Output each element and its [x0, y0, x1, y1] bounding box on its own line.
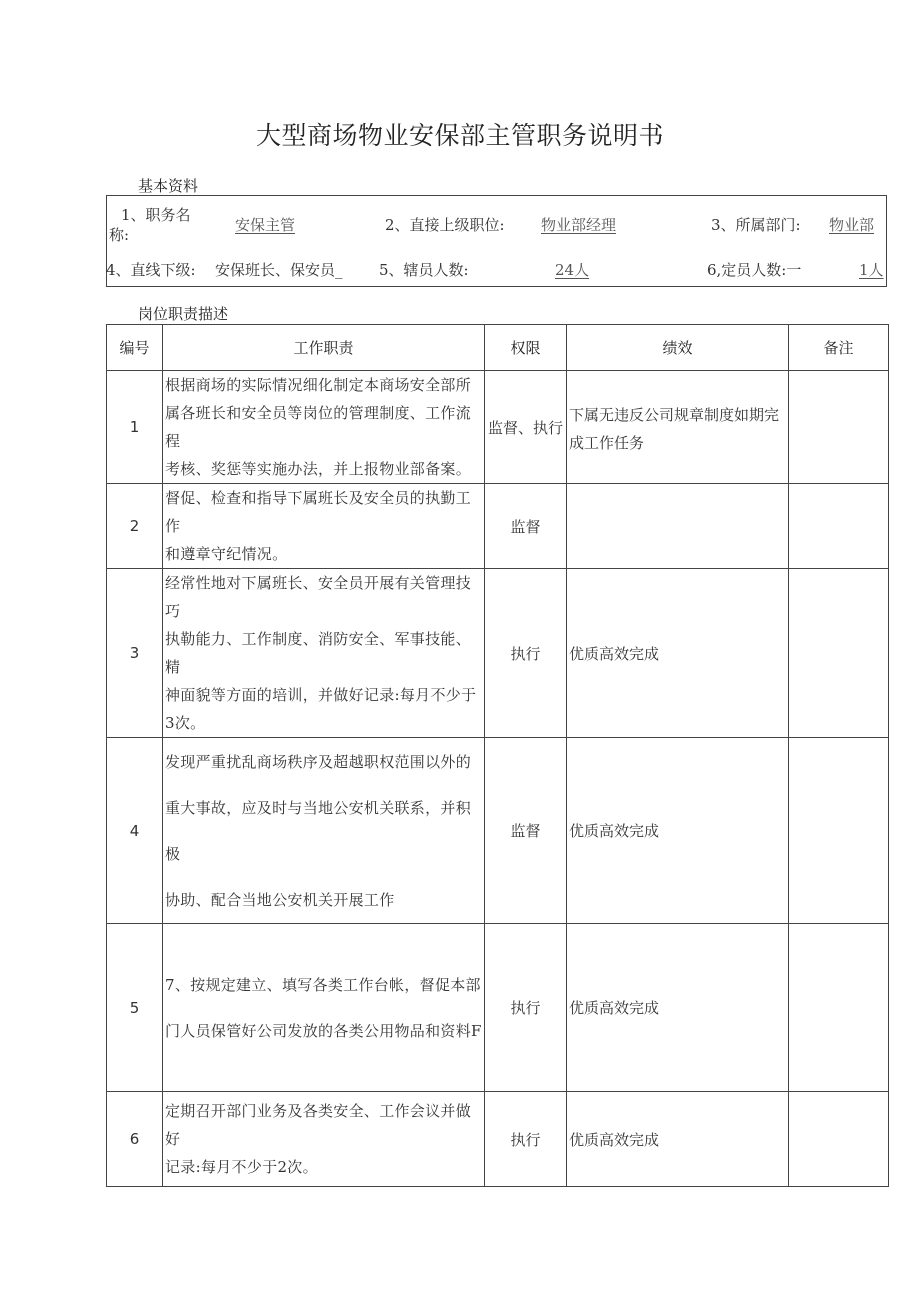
row-remark [789, 569, 889, 738]
performance-line: 优质高效完成 [569, 999, 660, 1017]
table-row [107, 924, 889, 1092]
performance-line: 优质高效完成 [569, 644, 660, 663]
duty-line: 属各班长和安全员等岗位的管理制度、工作流程 [165, 404, 472, 450]
duty-line: 根据商场的实际情况细化制定本商场安全部所 [165, 376, 472, 394]
subordinate-label: 4、直线下级: [106, 261, 196, 279]
duty-line: 督促、检查和指导下属班长及安全员的执勤工作 [165, 489, 472, 535]
quota-label: 6,定员人数:一 [707, 261, 802, 279]
staff-count-label: 5、辖员人数: [379, 261, 469, 279]
performance-line: 优质高效完成 [569, 1130, 660, 1149]
department-value: 物业部 [829, 216, 875, 234]
job-name-value: 安保主管 [235, 216, 296, 234]
duty-section-label: 岗位职责描述 [138, 305, 229, 323]
job-name-label-cont: 称: [109, 226, 130, 244]
performance-line: 优质高效完成 [569, 822, 660, 840]
row-performance [567, 1092, 789, 1187]
row-remark [789, 924, 889, 1092]
duty-line: 门人员保管好公司发放的各类公用物品和资料F [165, 1021, 482, 1040]
row-duty [163, 371, 485, 484]
superior-label: 2、直接上级职位: [385, 216, 505, 234]
row-remark [789, 1092, 889, 1187]
staff-count-value: 24人 [555, 261, 590, 279]
row-remark [789, 371, 889, 484]
duty-table [106, 324, 889, 1187]
header-remark: 备注 [789, 325, 889, 371]
row-duty [163, 738, 485, 924]
basic-info-box [106, 195, 887, 287]
row-performance [567, 738, 789, 924]
row-duty [163, 484, 485, 569]
duty-line: 神面貌等方面的培训，并做好记录:每月不少于 [165, 686, 477, 704]
header-number: 编号 [107, 325, 163, 371]
row-number: 3 [107, 569, 163, 738]
table-row [107, 569, 889, 738]
row-duty [163, 1092, 485, 1187]
row-performance [567, 569, 789, 738]
table-row [107, 484, 889, 569]
duty-line: 定期召开部门业务及各类安全、工作会议并做好 [165, 1102, 472, 1148]
row-duty [163, 569, 485, 738]
duty-line: 执勒能力、工作制度、消防安全、军事技能、精 [165, 630, 472, 676]
row-remark [789, 738, 889, 924]
job-name-label: 1、职务名 [121, 206, 191, 224]
duty-line: 协助、配合当地公安机关开展工作 [165, 890, 395, 909]
header-authority: 权限 [485, 325, 567, 371]
department-label: 3、所属部门: [711, 216, 801, 234]
table-row [107, 371, 889, 484]
row-performance [567, 371, 789, 484]
row-number: 6 [107, 1092, 163, 1187]
row-number: 4 [107, 738, 163, 924]
row-duty [163, 924, 485, 1092]
duty-line: 7、按规定建立、填写各类工作台帐，督促本部 [165, 975, 481, 994]
duty-line: 和遵章守纪情况。 [165, 545, 288, 563]
duty-line: 经常性地对下属班长、安全员开展有关管理技巧 [165, 574, 472, 620]
row-authority: 监督 [485, 484, 567, 569]
duty-line: 记录:每月不少于2次。 [165, 1158, 318, 1176]
row-number: 1 [107, 371, 163, 484]
performance-line: 下属无违反公司规章制度如期完 [569, 406, 780, 424]
table-row [107, 1092, 889, 1187]
duty-line: 重大事故，应及时与当地公安机关联系，并积极 [165, 798, 472, 863]
table-row [107, 738, 889, 924]
superior-value: 物业部经理 [541, 216, 617, 234]
row-authority: 监督、执行 [485, 371, 567, 484]
duty-line: 3次。 [165, 714, 206, 732]
row-number: 5 [107, 924, 163, 1092]
document-title: 大型商场物业安保部主管职务说明书 [255, 121, 664, 150]
row-number: 2 [107, 484, 163, 569]
row-authority: 监督 [485, 738, 567, 924]
performance-line: 成工作任务 [569, 434, 645, 452]
subordinate-value: 安保班长、保安员_ [215, 261, 343, 279]
row-performance [567, 484, 789, 569]
row-authority: 执行 [485, 924, 567, 1092]
table-header-row [107, 325, 889, 371]
row-authority: 执行 [485, 569, 567, 738]
duty-line: 发现严重扰乱商场秩序及超越职权范围以外的 [165, 752, 472, 771]
quota-value: 1人 [859, 261, 884, 279]
duty-line: 考核、奖惩等实施办法，并上报物业部备案。 [165, 460, 472, 478]
row-performance [567, 924, 789, 1092]
row-remark [789, 484, 889, 569]
basic-info-label: 基本资料 [138, 177, 199, 195]
row-authority: 执行 [485, 1092, 567, 1187]
header-duty: 工作职责 [163, 325, 485, 371]
header-performance: 绩效 [567, 325, 789, 371]
